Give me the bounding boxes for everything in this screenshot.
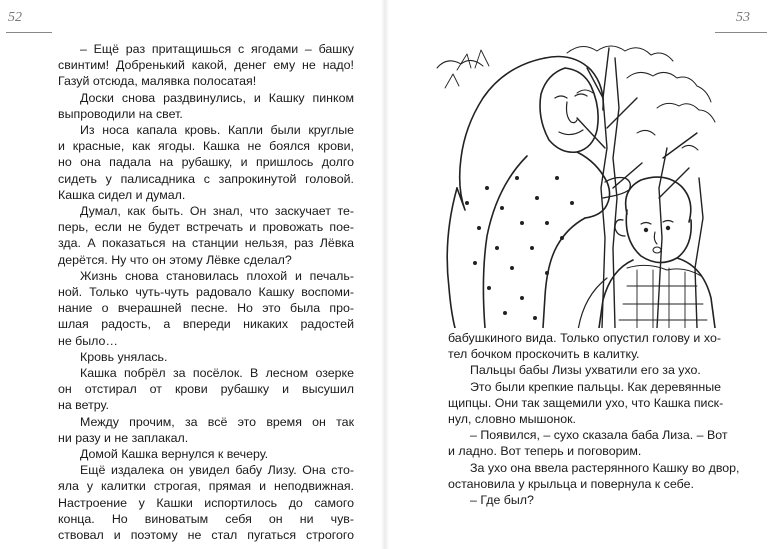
text-line: – Где был?: [470, 493, 534, 508]
header-rule-right: [715, 32, 767, 33]
text-line: ствовал и поэтому не стал пугаться строгого: [58, 528, 354, 543]
text-line: Доски снова раздвинулись, и Кашку пинком: [80, 90, 354, 105]
text-line: яла у калитки строгая, прямая и неподвижная.: [58, 479, 354, 494]
illustration-grandmother-and-boy: [427, 38, 725, 328]
text-line: бабушкиного вида. Только опустил голову и хо-: [448, 331, 721, 345]
text-line: Между прочим, за всё это время он так: [80, 414, 354, 429]
text-line: не было…: [58, 333, 118, 348]
text-line: Жизнь снова становилась плохой и печаль-: [80, 268, 354, 283]
header-rule-left: [6, 32, 52, 33]
right-page-text: [448, 330, 740, 508]
page-number-left: 52: [8, 10, 22, 25]
text-line: нание о вчерашней песне. Но это была про-: [58, 301, 354, 316]
text-line: Пальцы бабы Лизы ухватили его за ухо.: [470, 363, 701, 378]
text-line: Домой Кашка вернулся к вечеру.: [80, 447, 269, 462]
text-line: Думал, как быть. Он знал, что заскучает те-: [80, 204, 354, 219]
text-line: – Ещё раз притащишься с ягодами – башку: [80, 42, 354, 56]
text-line: Кашка сидел и думал.: [58, 187, 186, 202]
text-line: щипцы. Они так защемили ухо, что Кашка писк-: [448, 395, 724, 410]
text-line: свинтим! Добренький какой, денег ему не надо!: [58, 58, 354, 73]
text-line: За ухо она ввела растерянного Кашку во двор,: [470, 460, 740, 475]
text-line: он отстирал от крови рубашку и высушил: [58, 382, 354, 397]
text-line: Ещё издалека он увидел бабу Лизу. Она сто-: [80, 463, 354, 478]
text-line: зда. А показаться на станции нельзя, раз Лёвка: [58, 236, 354, 251]
text-line: перь, если не будет встречать и провожать пое-: [58, 220, 354, 235]
text-line: Это были крепкие пальцы. Как деревянные: [470, 379, 721, 394]
page-number-right: 53: [736, 10, 750, 25]
text-line: тел бочком проскочить в калитку.: [448, 347, 640, 362]
text-line: но она падала на рубашку, и пришлось долго: [58, 155, 354, 170]
text-line: и красные, как ягоды. Кашка не боялся крови,: [58, 139, 354, 154]
text-line: выпроводили на свет.: [58, 106, 183, 121]
text-line: ной. Только чуть-чуть радовало Кашку воспоми-: [58, 285, 354, 300]
dress-polka-dots: [465, 176, 574, 320]
right-page: [385, 0, 770, 549]
text-line: Кашка побрёл за посёлок. В лесном озерке: [80, 366, 354, 381]
text-line: Газуй отсюда, малявка полосатая!: [58, 74, 257, 89]
text-line: конца. Но виноватым себя он ни чув-: [58, 511, 354, 526]
text-line: остановила у крыльца и повернула к себе.: [448, 476, 694, 491]
text-line: на ветру.: [58, 398, 109, 413]
text-line: Из носа капала кровь. Капли были круглые: [80, 123, 354, 138]
text-line: Настроение у Кашки испортилось до самого: [58, 495, 354, 510]
text-line: Кровь унялась.: [80, 349, 168, 364]
left-page-text: [58, 41, 354, 543]
text-line: – Появился, – сухо сказала баба Лиза. – Вот: [470, 428, 728, 443]
text-line: и ладно. Вот теперь и поговорим.: [448, 444, 642, 459]
text-line: нул, словно мышонок.: [448, 412, 576, 427]
text-line: сидеть у палисадника с запрокинутой головой.: [58, 171, 354, 186]
text-line: ни разу и не заплакал.: [58, 430, 189, 445]
text-line: дерётся. Ну что он этому Лёвке сделал?: [58, 252, 292, 267]
text-line: шлая радость, а впереди никаких радостей: [58, 317, 354, 332]
